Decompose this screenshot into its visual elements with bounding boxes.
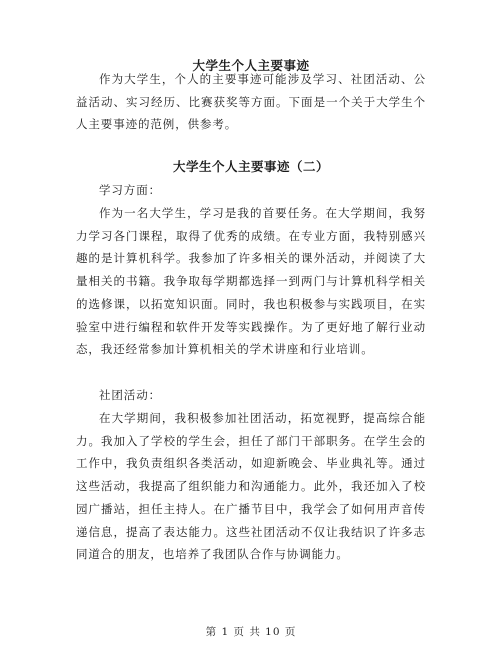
document-title: 大学生个人主要事迹 bbox=[192, 58, 310, 73]
intro-paragraph: 作为大学生，个人的主要事迹可能涉及学习、社团活动、公益活动、实习经历、比赛获奖等方面。下面是一个关于大学生个人主要事迹的范例，供参考。 bbox=[76, 72, 426, 132]
page-number-footer: 第 1 页 共 10 页 bbox=[205, 626, 297, 638]
club-paragraph: 在大学期间，我积极参加社团活动，拓宽视野，提高综合能力。我加入了学校的学生会，担任了部门干部职务。在学生会的工作中，我负责组织各类活动，如迎新晚会、毕业典礼等。通过这些活动，我提高了组织能力和沟通能力。此外，我还加入了校园广播站，担任主持人。在广播节目中，我学会了如何用声音传递信息，提高了表达能力。这些社团活动不仅让我结识了许多志同道合的朋友，也培养了我团队合作与协调能力。 bbox=[76, 411, 426, 562]
club-heading: 社团活动： bbox=[99, 388, 161, 402]
study-heading: 学习方面： bbox=[99, 183, 161, 197]
study-paragraph: 作为一名大学生，学习是我的首要任务。在大学期间，我努力学习各门课程，取得了优秀的成绩。在专业方面，我特别感兴趣的是计算机科学。我参加了许多相关的课外活动，并阅读了大量相关的书籍。我争取每学期都选择一到两门与计算机科学相关的选修课，以拓宽知识面。同时，我也积极参与实践项目，在实验室中进行编程和软件开发等实践操作。为了更好地了解行业动态，我还经常参加计算机相关的学术讲座和行业培训。 bbox=[76, 206, 426, 357]
section-title: 大学生个人主要事迹（二） bbox=[172, 159, 329, 174]
